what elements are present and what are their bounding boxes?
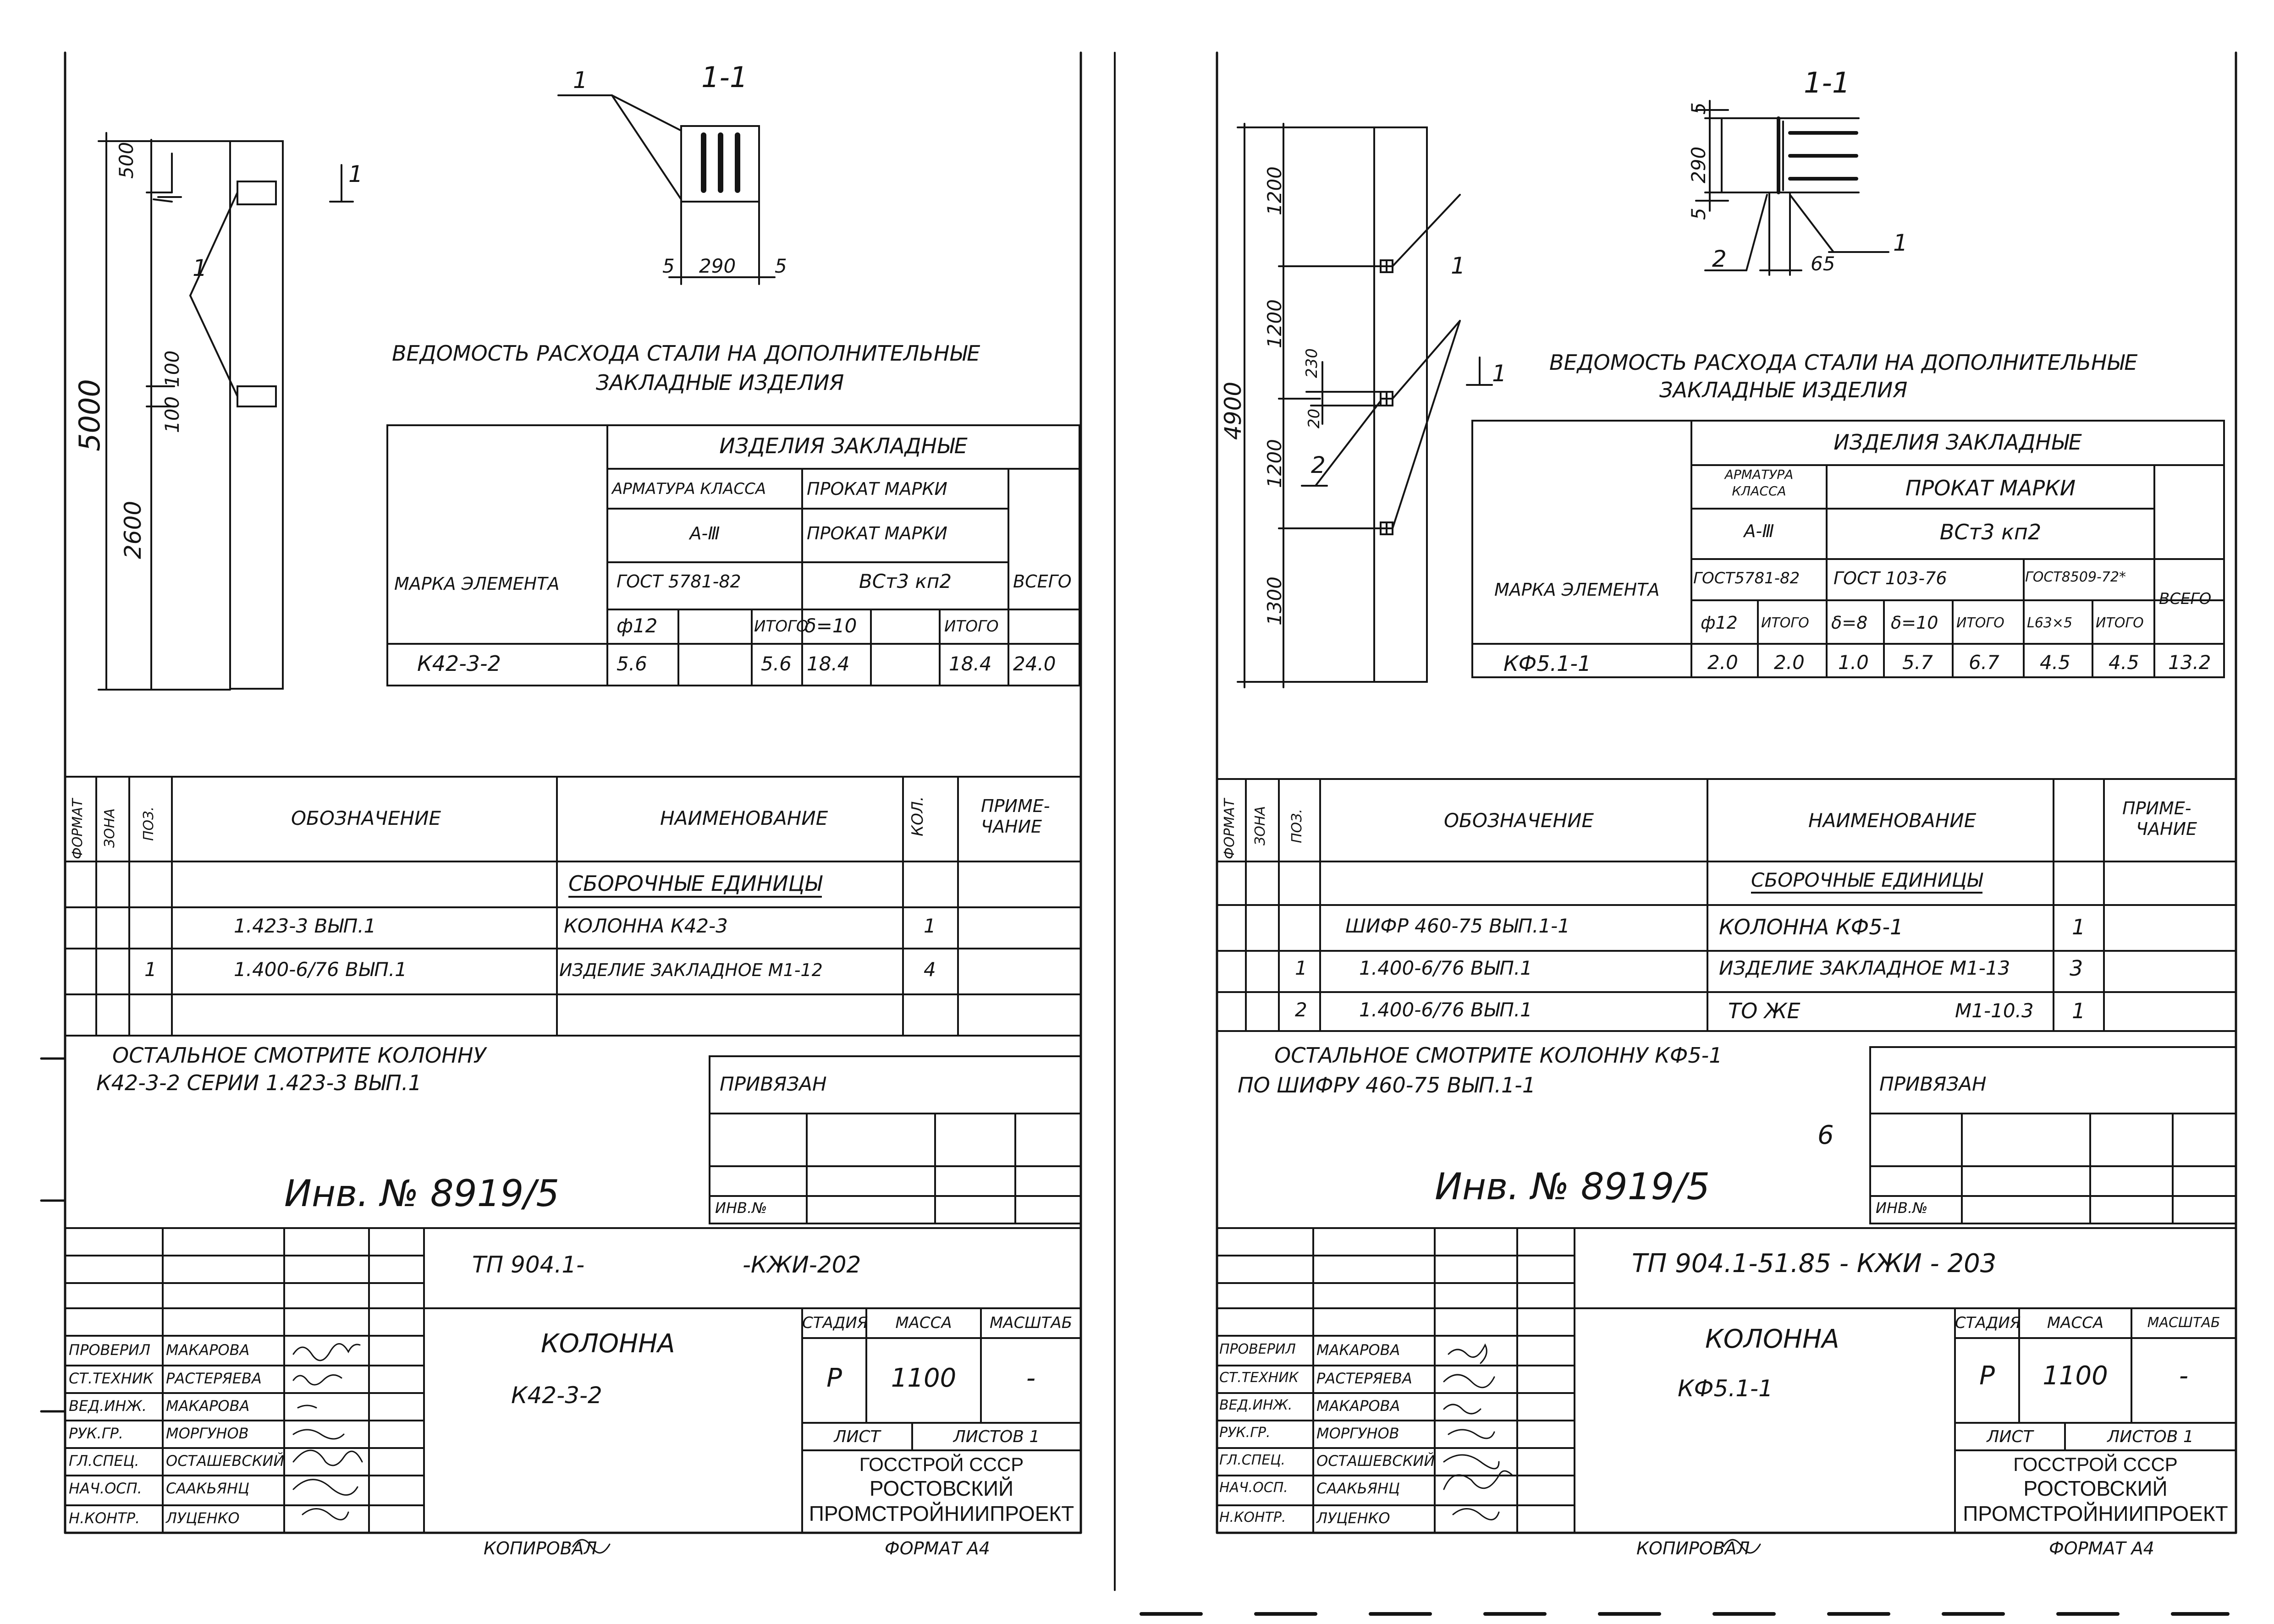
right-h-l63: L63×5 — [2027, 615, 2073, 631]
right-bom-r3-name2: М1-10.3 — [1955, 999, 2034, 1022]
left-bom-section: СБОРОЧНЫЕ ЕДИНИЦЫ — [568, 873, 822, 898]
right-bom-r3-pos: 2 — [1295, 999, 1307, 1021]
right-note-1: ОСТАЛЬНОЕ СМОТРИТЕ КОЛОННУ КФ5-1 — [1274, 1043, 1723, 1068]
left-org-3: ПРОМСТРОЙНИИПРОЕКТ — [809, 1502, 1074, 1525]
right-bom-r2-qty: 3 — [2070, 956, 2083, 981]
right-inv: Инв. № 8919/5 — [1435, 1165, 1710, 1208]
left-bom-h-pos: ПОЗ. — [141, 807, 157, 841]
right-spec-title-2: ЗАКЛАДНЫЕ ИЗДЕЛИЯ — [1659, 378, 1908, 402]
right-bom-r1-qty: 1 — [2072, 915, 2086, 939]
right-org-3: ПРОМСТРОЙНИИПРОЕКТ — [1963, 1502, 2228, 1525]
right-steel-table-lines — [1472, 421, 2224, 677]
right-h-arm1: АРМАТУРА — [1724, 467, 1794, 482]
right-h-items: ИЗДЕЛИЯ ЗАКЛАДНЫЕ — [1834, 430, 2082, 455]
right-person-2: МАКАРОВА — [1316, 1397, 1400, 1415]
left-role-6: Н.КОНТР. — [69, 1509, 140, 1527]
left-h-a3: А-Ⅲ — [689, 523, 720, 543]
right-h-gost1: ГОСТ5781-82 — [1693, 569, 1800, 587]
left-scale-label: МАСШТАБ — [989, 1314, 1073, 1332]
left-h-itogo1: ИТОГО — [754, 617, 809, 636]
right-spec-title-1: ВЕДОМОСТЬ РАСХОДА СТАЛИ НА ДОПОЛНИТЕЛЬНЫЕ — [1549, 350, 2138, 375]
left-role-4: ГЛ.СПЕЦ. — [69, 1452, 139, 1470]
left-person-3: МОРГУНОВ — [166, 1425, 249, 1442]
left-h-prokat2: ПРОКАТ МАРКИ — [807, 523, 947, 543]
right-bom-r1-name: КОЛОННА КФ5-1 — [1719, 915, 1904, 939]
right-h-gost2: ГОСТ 103-76 — [1834, 568, 1947, 588]
right-bom-r2-desig: 1.400-6/76 ВЫП.1 — [1359, 957, 1532, 979]
left-role-3: РУК.ГР. — [69, 1425, 123, 1442]
right-title-2: КФ5.1-1 — [1678, 1375, 1773, 1402]
left-row-itogo2: 18.4 — [949, 653, 992, 675]
right-row-l63: 4.5 — [2040, 651, 2070, 674]
right-scale: - — [2179, 1361, 2189, 1391]
dim-r230: 230 — [1303, 348, 1321, 378]
left-section-label: 1-1 — [701, 60, 748, 94]
right-person-4: ОСТАШЕВСКИЙ — [1316, 1452, 1435, 1470]
left-bom-h-name: НАИМЕНОВАНИЕ — [660, 807, 828, 829]
left-column-elevation — [99, 133, 353, 690]
left-note-2: К42-3-2 СЕРИИ 1.423-3 ВЫП.1 — [96, 1070, 422, 1095]
left-person-2: МАКАРОВА — [166, 1397, 250, 1415]
right-h-itogo3: ИТОГО — [2096, 615, 2144, 631]
right-person-5: СААКЬЯНЦ — [1316, 1480, 1400, 1497]
left-bom-r1-name: КОЛОННА К42-3 — [564, 915, 728, 937]
right-section-label: 1-1 — [1804, 66, 1850, 99]
right-role-3: РУК.ГР. — [1219, 1425, 1271, 1441]
right-h-itogo1: ИТОГО — [1761, 615, 1809, 631]
dim-2600: 2600 — [120, 500, 146, 559]
left-org-2: РОСТОВСКИЙ — [869, 1476, 1014, 1500]
right-h-d8: δ=8 — [1831, 613, 1868, 633]
left-role-1: СТ.ТЕХНИК — [69, 1370, 154, 1387]
right-pos2-label-2: 2 — [1311, 452, 1326, 478]
left-person-1: РАСТЕРЯЕВА — [166, 1370, 262, 1387]
left-title-1: КОЛОННА — [541, 1329, 675, 1359]
left-mass-label: МАССА — [895, 1314, 952, 1332]
right-mass: 1100 — [2043, 1361, 2108, 1391]
right-mass-label: МАССА — [2047, 1314, 2104, 1332]
right-bom-r3-name: ТО ЖЕ — [1728, 999, 1800, 1023]
right-row-total: 13.2 — [2168, 651, 2211, 674]
right-privyazan: ПРИВЯЗАН — [1879, 1073, 1987, 1095]
left-row-d12: 5.6 — [617, 653, 647, 675]
left-row-mark: К42-3-2 — [417, 651, 501, 676]
right-h-vst: ВСт3 кп2 — [1939, 520, 2042, 544]
right-row-d10: 5.7 — [1902, 651, 1933, 674]
left-stage: Р — [826, 1363, 842, 1393]
right-h-total: ВСЕГО — [2159, 590, 2212, 608]
left-role-5: НАЧ.ОСП. — [69, 1480, 142, 1497]
right-h-d12: ф12 — [1701, 613, 1738, 633]
left-sheet-label: ЛИСТ — [834, 1427, 881, 1446]
dim-r1200c: 1200 — [1263, 439, 1286, 488]
left-h-total: ВСЕГО — [1013, 571, 1072, 592]
right-bom-h-pos: ПОЗ. — [1289, 809, 1305, 843]
right-stage: Р — [1979, 1361, 1995, 1391]
dim-500: 500 — [115, 142, 138, 179]
right-bom-r3-desig: 1.400-6/76 ВЫП.1 — [1359, 999, 1532, 1021]
left-h-items: ИЗДЕЛИЯ ЗАКЛАДНЫЕ — [719, 433, 968, 458]
right-scale-label: МАСШТАБ — [2147, 1315, 2220, 1331]
right-row-d12: 2.0 — [1707, 651, 1738, 674]
right-sheet-frame — [1217, 53, 2236, 1533]
right-cut-mark: 1 — [1492, 360, 1507, 387]
right-code: ТП 904.1-51.85 - КЖИ - 203 — [1632, 1249, 1997, 1278]
left-bom-h-desig: ОБОЗНАЧЕНИЕ — [291, 807, 441, 829]
dim-100b: 100 — [161, 396, 183, 433]
right-sheet-label: ЛИСТ — [1987, 1427, 2033, 1446]
right-row-itogo3: 4.5 — [2109, 651, 2139, 674]
right-h-d10: δ=10 — [1891, 613, 1938, 633]
right-h-gost3: ГОСТ8509-72* — [2025, 569, 2126, 585]
right-h-a3: А-Ⅲ — [1744, 521, 1774, 541]
right-bom-h-desig: ОБОЗНАЧЕНИЕ — [1444, 809, 1594, 832]
left-h-arm: АРМАТУРА КЛАССА — [612, 480, 766, 498]
dim-r1200b: 1200 — [1263, 299, 1286, 348]
right-bom-h-note1: ПРИМЕ- — [2122, 798, 2191, 818]
left-scale: - — [1026, 1363, 1036, 1393]
left-stage-label: СТАДИЯ — [802, 1314, 868, 1332]
left-bom-r2-pos: 1 — [144, 958, 157, 981]
right-person-6: ЛУЦЕНКО — [1316, 1509, 1390, 1527]
left-row-total: 24.0 — [1013, 653, 1056, 675]
right-pos1-label: 1 — [1893, 230, 1908, 256]
left-h-d12: ф12 — [617, 614, 658, 637]
dim-r290: 290 — [1687, 146, 1710, 183]
right-row-itogo2: 6.7 — [1969, 651, 1999, 674]
left-person-0: МАКАРОВА — [166, 1341, 250, 1359]
left-h-gost: ГОСТ 5781-82 — [617, 571, 741, 592]
left-org-1: ГОССТРОЙ СССР — [859, 1454, 1024, 1475]
left-bom-h-format: ФОРМАТ — [70, 798, 86, 859]
right-bom-section: СБОРОЧНЫЕ ЕДИНИЦЫ — [1751, 871, 1982, 894]
left-bom-r2-qty: 4 — [924, 958, 936, 981]
right-bom-r1-desig: ШИФР 460-75 ВЫП.1-1 — [1345, 915, 1570, 937]
right-bom-h-note2: ЧАНИЕ — [2136, 819, 2197, 839]
left-bom-h-note2: ЧАНИЕ — [981, 817, 1042, 837]
dim-r5b: 5 — [1687, 208, 1710, 220]
right-bom-r2-pos: 1 — [1295, 957, 1307, 979]
left-pos-label-2: 1 — [193, 255, 207, 281]
left-person-6: ЛУЦЕНКО — [166, 1509, 240, 1527]
left-mass: 1100 — [891, 1363, 957, 1393]
left-cut-mark: 1 — [348, 161, 363, 187]
left-person-5: СААКЬЯНЦ — [166, 1480, 249, 1497]
right-h-prokat: ПРОКАТ МАРКИ — [1905, 476, 2076, 500]
dim-w290: 290 — [699, 255, 736, 277]
left-inv-no-label: ИНВ.№ — [715, 1199, 767, 1217]
left-note-1: ОСТАЛЬНОЕ СМОТРИТЕ КОЛОННУ — [112, 1043, 486, 1068]
right-format: ФОРМАТ А4 — [2049, 1538, 2154, 1558]
left-privyazan: ПРИВЯЗАН — [720, 1073, 827, 1095]
left-bom-h-zone: ЗОНА — [102, 808, 118, 848]
right-inv-no-label: ИНВ.№ — [1876, 1199, 1928, 1217]
dim-100: 100 — [161, 350, 183, 387]
dim-r5a: 5 — [1687, 102, 1710, 115]
right-person-0: МАКАРОВА — [1316, 1341, 1400, 1359]
right-page-num: 6 — [1817, 1120, 1834, 1150]
left-h-d10: δ=10 — [804, 614, 857, 637]
right-role-1: СТ.ТЕХНИК — [1219, 1370, 1299, 1386]
left-code: ТП 904.1- — [472, 1251, 585, 1278]
left-row-d10: 18.4 — [807, 653, 850, 675]
right-role-2: ВЕД.ИНЖ. — [1219, 1397, 1293, 1413]
right-copied: КОПИРОВАЛ — [1636, 1538, 1750, 1558]
right-row-mark: КФ5.1-1 — [1503, 651, 1591, 676]
left-person-4: ОСТАШЕВСКИЙ — [166, 1452, 285, 1470]
right-pos2-label: 2 — [1712, 246, 1727, 272]
right-bom-h-name: НАИМЕНОВАНИЕ — [1808, 809, 1977, 832]
right-sheets-label: ЛИСТОВ 1 — [2107, 1427, 2194, 1446]
right-title-1: КОЛОННА — [1705, 1324, 1839, 1354]
left-h-prokat: ПРОКАТ МАРКИ — [807, 479, 947, 499]
right-bom-h-format: ФОРМАТ — [1222, 798, 1238, 859]
right-person-1: РАСТЕРЯЕВА — [1316, 1370, 1412, 1387]
dim-r4900: 4900 — [1220, 381, 1246, 440]
left-copied: КОПИРОВАЛ — [484, 1538, 597, 1558]
left-spec-title-1: ВЕДОМОСТЬ РАСХОДА СТАЛИ НА ДОПОЛНИТЕЛЬНЫЕ — [392, 341, 980, 366]
right-note-2: ПО ШИФРУ 460-75 ВЫП.1-1 — [1238, 1073, 1536, 1097]
dim-r1200a: 1200 — [1263, 166, 1286, 215]
right-role-6: Н.КОНТР. — [1219, 1509, 1286, 1525]
left-bom-r2-desig: 1.400-6/76 ВЫП.1 — [234, 958, 407, 981]
dim-w5a: 5 — [662, 255, 675, 277]
left-role-2: ВЕД.ИНЖ. — [69, 1397, 147, 1415]
dim-r1300: 1300 — [1263, 576, 1286, 625]
left-title-2: К42-3-2 — [511, 1382, 602, 1409]
left-bom-r2-name: ИЗДЕЛИЕ ЗАКЛАДНОЕ М1-12 — [559, 960, 823, 980]
left-bom-r1-desig: 1.423-3 ВЫП.1 — [234, 915, 376, 937]
dim-w5b: 5 — [775, 255, 787, 277]
right-pos1-label-2: 1 — [1451, 252, 1465, 279]
left-steel-table-lines — [387, 425, 1079, 686]
left-h-itogo2: ИТОГО — [944, 617, 999, 636]
right-role-4: ГЛ.СПЕЦ. — [1219, 1452, 1286, 1468]
right-role-0: ПРОВЕРИЛ — [1219, 1341, 1296, 1357]
left-h-vst: ВСт3 кп2 — [859, 570, 952, 593]
right-bom-h-zone: ЗОНА — [1252, 806, 1268, 845]
right-stage-label: СТАДИЯ — [1955, 1314, 2021, 1332]
dim-r65: 65 — [1811, 252, 1835, 275]
dim-r20: 20 — [1305, 408, 1323, 428]
right-h-element: МАРКА ЭЛЕМЕНТА — [1494, 580, 1660, 600]
right-bom-r2-name: ИЗДЕЛИЕ ЗАКЛАДНОЕ М1-13 — [1719, 957, 2010, 979]
right-row-itogo1: 2.0 — [1774, 651, 1805, 674]
left-bom-h-note1: ПРИМЕ- — [981, 796, 1050, 816]
left-bom-r1-qty: 1 — [924, 915, 936, 937]
right-h-arm2: КЛАССА — [1732, 483, 1786, 499]
right-bom-r3-qty: 1 — [2072, 999, 2086, 1023]
left-bom-h-qty: КОЛ. — [908, 796, 927, 836]
left-pos-label: 1 — [573, 67, 588, 93]
left-spec-title-2: ЗАКЛАДНЫЕ ИЗДЕЛИЯ — [596, 370, 844, 395]
right-bom-lines — [1217, 779, 2236, 1031]
left-role-0: ПРОВЕРИЛ — [69, 1341, 151, 1359]
left-row-itogo1: 5.6 — [761, 653, 792, 675]
left-inv: Инв. № 8919/5 — [284, 1172, 560, 1215]
left-code2: -КЖИ-202 — [743, 1251, 861, 1278]
right-org-1: ГОССТРОЙ СССР — [2013, 1454, 2178, 1475]
right-role-5: НАЧ.ОСП. — [1219, 1480, 1288, 1496]
dim-5000: 5000 — [73, 379, 106, 451]
left-h-element: МАРКА ЭЛЕМЕНТА — [394, 574, 560, 594]
right-row-d8: 1.0 — [1838, 651, 1869, 674]
right-h-itogo2: ИТОГО — [1956, 615, 2004, 631]
right-person-3: МОРГУНОВ — [1316, 1425, 1399, 1442]
left-sheets-label: ЛИСТОВ 1 — [953, 1427, 1040, 1446]
right-org-2: РОСТОВСКИЙ — [2023, 1476, 2168, 1500]
left-format: ФОРМАТ А4 — [885, 1538, 990, 1558]
left-bom-lines — [65, 777, 1081, 1036]
